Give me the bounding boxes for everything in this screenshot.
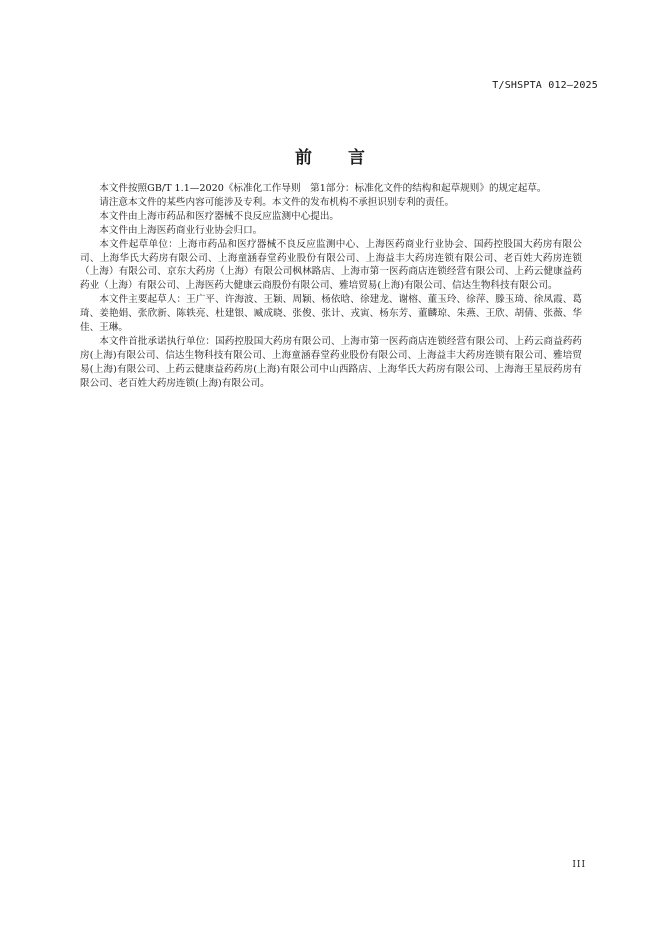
paragraph-patent-notice: 请注意本文件的某些内容可能涉及专利。本文件的发布机构不承担识别专利的责任。 xyxy=(99,196,455,208)
title-char-1: 前 xyxy=(295,148,314,168)
page-number: III xyxy=(572,860,586,870)
paragraph-proposer: 本文件由上海市药品和医疗器械不良反应监测中心提出。 xyxy=(99,210,340,222)
paragraph-drafting-units: 本文件起草单位：上海市药品和医疗器械不良反应监测中心、上海医药商业行业协会、国药控股国大药房有限公司、上海华氏大药房有限公司、上海童涵春堂药业股份有限公司、上海益丰大药房连锁有限公司、老百姓大药房连锁（上海）有限公司、京东大药房（上海）有限公司枫林路店、上海市第一医药商店连锁经营有限公司、上药云健康益药药业（上海）有限公司、上海医药大健康云商股份有限公司、雅培贸易(上海)有限公司、信达生物科技有限公司。 xyxy=(80,238,582,292)
paragraph-centralized-by: 本文件由上海医药商业行业协会归口。 xyxy=(99,224,263,236)
page-title xyxy=(0,143,662,168)
paragraph-main-drafters: 本文件主要起草人：王广平、许海波、王颖、周颖、杨依晗、徐建龙、谢榕、董玉玲、徐萍、滕玉琦、徐凤霞、葛琦、姜艳娟、张欣新、陈轶亮、杜建银、臧成晓、张俊、张计、戎寅、杨东芳、董麟琼、朱燕、王欣、胡倩、张薇、华佳、王琳。 xyxy=(80,294,582,334)
title-char-2: 言 xyxy=(348,148,367,168)
paragraph-drafting-rules: 本文件按照GB/T 1.1—2020《标准化工作导则 第1部分：标准化文件的结构和起草规则》的规定起草。 xyxy=(99,183,547,194)
paragraph-first-implementers: 本文件首批承诺执行单位：国药控股国大药房有限公司、上海市第一医药商店连锁经营有限公司、上药云商益药药房(上海)有限公司、信达生物科技有限公司、上海童涵春堂药业股份有限公司、上海益丰大药房连锁有限公司、雅培贸易(上海)有限公司、上药云健康益药药房(上海)有限公司中山西路店、上海华氏大药房有限公司、上海海王星辰药房有限公司、老百姓大药房连锁(上海)有限公司。 xyxy=(80,335,582,389)
document-code: T/SHSPTA 012—2025 xyxy=(492,80,598,91)
foreword-body xyxy=(80,182,582,391)
